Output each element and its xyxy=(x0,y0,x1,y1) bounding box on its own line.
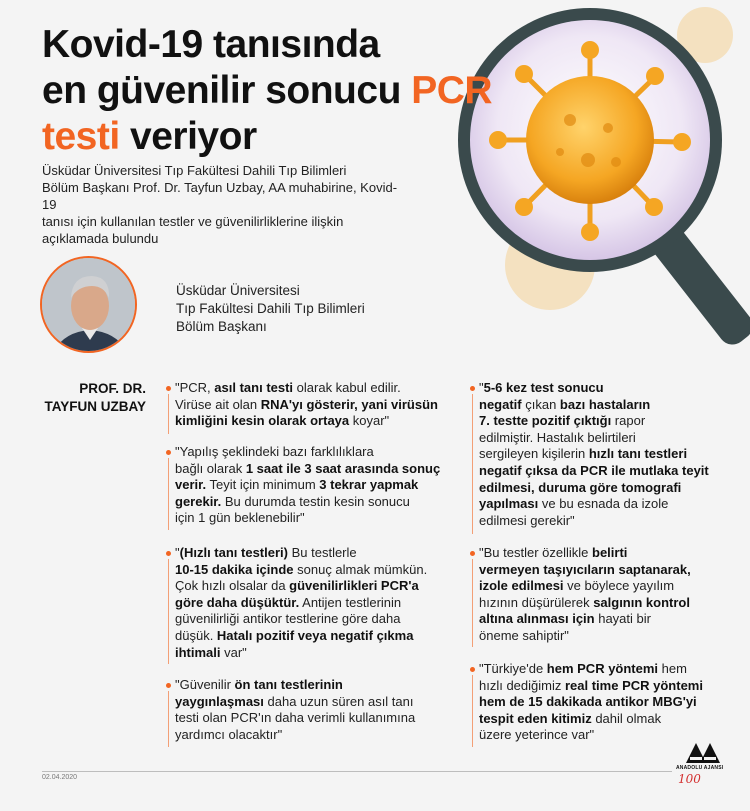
quote-3: "(Hızlı tanı testleri) Bu testlerle 10-15 dakika içinde sonuç almak mümkün. Çok hızlı olsalar da güvenilirlikleri PCR'a göre daha düşüktür. Antijen testlerinin güvenilirliği antikor testlerine göre daha düşük. Hatalı pozitif veya negatif çıkma ihtimali var" xyxy=(175,545,465,661)
intro-line: Üsküdar Üniversitesi Tıp Fakültesi Dahili Tıp Bilimleri xyxy=(42,163,347,178)
quote-2: "Yapılış şeklindeki bazı farklılıklara bağlı olarak 1 saat ile 3 saat arasında sonuç verir. Teyit için minimum 3 tekrar yapmak gerekir. Bu durumda testin kesin sonucu için 1 gün beklenebilir" xyxy=(175,444,465,527)
bullet-line xyxy=(472,559,473,647)
role-line: Bölüm Başkanı xyxy=(176,319,267,334)
page-title xyxy=(42,22,492,160)
agency-name: ANADOLU AJANSI xyxy=(676,765,724,771)
person-role xyxy=(176,282,365,336)
footer-date: 02.04.2020 xyxy=(42,774,78,781)
bullet-dot xyxy=(166,551,171,556)
quote-5: "5-6 kez test sonucu negatif çıkan bazı hastaların 7. testte pozitif çıktığı rapor edilmiştir. Hastalık belirtileri sergileyen kişilerin hızlı tanı testleri negatif çıksa da PCR ile mutlaka teyit edilmesi, duruma göre tomografi yapılması ve bu esnada da izole edilmesi gerekir" xyxy=(479,380,719,529)
intro-line: tanısı için kullanılan testler ve güvenilirliklerine ilişkin xyxy=(42,214,344,229)
bullet-dot xyxy=(470,551,475,556)
anniversary-badge: 100 xyxy=(678,772,701,786)
bullet-dot xyxy=(166,683,171,688)
bullet-line xyxy=(168,559,169,664)
quote-6: "Bu testler özellikle belirti vermeyen taşıyıcıların saptanarak, izole edilmesi ve böylece yayılım hızının düşürülerek salgının kontrol altına alınması için hayati bir öneme sahiptir" xyxy=(479,545,719,645)
intro-paragraph xyxy=(42,162,402,247)
title-line-2-text: en güvenilir sonucu xyxy=(42,69,412,112)
title-accent-pcr: PCR xyxy=(411,69,493,112)
bullet-line xyxy=(168,394,169,434)
role-line: Tıp Fakültesi Dahili Tıp Bilimleri xyxy=(176,301,365,316)
quote-7: "Türkiye'de hem PCR yöntemi hem hızlı dediğimiz real time PCR yöntemi hem de 15 dakikada antikor MBG'yi tespit eden kitimiz dahil olmak üzere yeterince var" xyxy=(479,661,719,744)
title-line-3-text: veriyor xyxy=(119,115,257,158)
intro-line: Bölüm Başkanı Prof. Dr. Tayfun Uzbay, AA muhabirine, Kovid-19 xyxy=(42,180,398,212)
bullet-dot xyxy=(470,667,475,672)
virus-main xyxy=(489,41,691,241)
bullet-line xyxy=(472,675,473,747)
quote-1: "PCR, asıl tanı testi olarak kabul edilir. Virüse ait olan RNA'yı gösterir, yani virüsün kimliğini kesin olarak ortaya koyar" xyxy=(175,380,465,430)
bullet-dot xyxy=(166,450,171,455)
portrait-illustration xyxy=(42,258,137,353)
portrait-avatar xyxy=(40,256,137,353)
person-name xyxy=(40,380,146,416)
name-line: PROF. DR. xyxy=(79,381,146,396)
bullet-dot xyxy=(470,386,475,391)
title-line-3 xyxy=(42,114,492,160)
title-line-1: Kovid-19 tanısında xyxy=(42,23,380,66)
role-line: Üsküdar Üniversitesi xyxy=(176,283,300,298)
bullet-line xyxy=(168,691,169,747)
footer-divider xyxy=(42,771,672,772)
bullet-dot xyxy=(166,386,171,391)
intro-line: açıklamada bulundu xyxy=(42,231,159,246)
bullet-line xyxy=(168,458,169,530)
title-accent-testi: testi xyxy=(42,115,120,158)
title-line-2 xyxy=(42,68,492,114)
bullet-line xyxy=(472,394,473,534)
quote-4: "Güvenilir ön tanı testlerinin yaygınlaşması daha uzun süren asıl tanı testi olan PCR'ın daha verimli kullanımına yardımcı olacaktır" xyxy=(175,677,465,743)
name-line: TAYFUN UZBAY xyxy=(44,399,146,414)
